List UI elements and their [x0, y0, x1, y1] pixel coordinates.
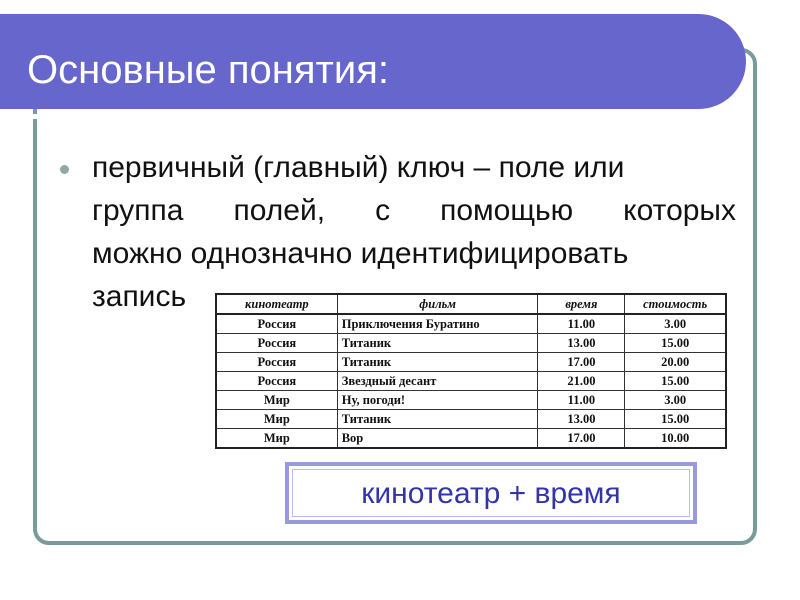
cell-cinema: Россия — [216, 353, 337, 372]
table-row — [216, 372, 726, 391]
cell-time: 17.00 — [538, 429, 625, 449]
cell-time: 21.00 — [538, 372, 625, 391]
cell-time: 17.00 — [538, 353, 625, 372]
table-row — [216, 314, 726, 334]
cell-price: 10.00 — [625, 429, 726, 449]
cell-price: 15.00 — [625, 372, 726, 391]
bullet-line: группа полей, с помощью которых — [92, 194, 736, 227]
cell-price: 15.00 — [625, 410, 726, 429]
cell-cinema: Россия — [216, 314, 337, 334]
cell-cinema: Россия — [216, 372, 337, 391]
bullet-line: первичный (главный) ключ – поле или — [92, 151, 625, 184]
cell-price: 3.00 — [625, 391, 726, 410]
table-row — [216, 429, 726, 449]
cell-film: Вор — [337, 429, 538, 449]
cinema-table — [215, 293, 727, 449]
cell-price: 20.00 — [625, 353, 726, 372]
header-film: фильм — [337, 294, 538, 314]
header-price: стоимость — [625, 294, 726, 314]
bullet-dot-icon — [60, 165, 69, 174]
cell-time: 13.00 — [538, 410, 625, 429]
cell-price: 15.00 — [625, 334, 726, 353]
primary-key-label: кинотеатр + время — [361, 477, 621, 510]
table-row — [216, 410, 726, 429]
table-row — [216, 334, 726, 353]
header-cinema: кинотеатр — [216, 294, 337, 314]
cell-film: Титаник — [337, 353, 538, 372]
primary-key-box — [285, 462, 697, 524]
cell-film: Ну, погоди! — [337, 391, 538, 410]
cell-film: Приключения Буратино — [337, 314, 538, 334]
cell-cinema: Россия — [216, 334, 337, 353]
cell-price: 3.00 — [625, 314, 726, 334]
cell-film: Звездный десант — [337, 372, 538, 391]
cell-cinema: Мир — [216, 391, 337, 410]
cell-cinema: Мир — [216, 410, 337, 429]
cell-film: Титаник — [337, 410, 538, 429]
table-row — [216, 391, 726, 410]
bullet-line: можно однозначно идентифицировать — [92, 237, 629, 270]
slide-title: Основные понятия: — [27, 48, 389, 92]
cell-film: Титаник — [337, 334, 538, 353]
table-row — [216, 353, 726, 372]
table-header-row — [216, 294, 726, 314]
cell-time: 11.00 — [538, 314, 625, 334]
cell-time: 13.00 — [538, 334, 625, 353]
title-bar — [0, 14, 746, 109]
cell-cinema: Мир — [216, 429, 337, 449]
cell-time: 11.00 — [538, 391, 625, 410]
bullet-line: запись — [92, 280, 187, 313]
header-time: время — [538, 294, 625, 314]
title-underline — [0, 114, 703, 119]
